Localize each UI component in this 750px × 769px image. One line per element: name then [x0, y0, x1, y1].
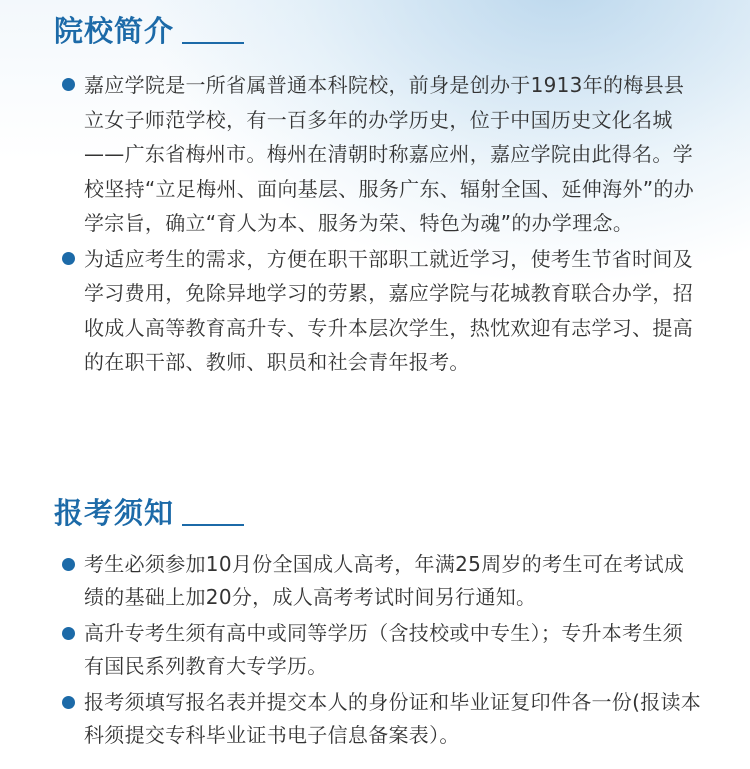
- bullet-dot-icon: [62, 696, 75, 709]
- list-item: [62, 686, 702, 752]
- application-notice-heading: [54, 492, 244, 534]
- list-item-text: 报考须填写报名表并提交本人的身份证和毕业证复印件各一份(报读本科须提交专科毕业证书电子信息备案表）。: [84, 690, 702, 747]
- list-item-text: 高升专考生须有高中或同等学历（含技校或中专生）；专升本考生须有国民系列教育大专学历。: [84, 621, 683, 678]
- bullet-dot-icon: [62, 558, 75, 571]
- bullet-dot-icon: [62, 78, 75, 91]
- heading-underline: [182, 42, 244, 44]
- list-item-text: 嘉应学院是一所省属普通本科院校，前身是创办于1913年的梅县县立女子师范学校，有一百多年的办学历史，位于中国历史文化名城——广东省梅州市。梅州在清朝时称嘉应州，嘉应学院由此得名。学校坚持“立足梅州、面向基层、服务广东、辐射全国、延伸海外”的办学宗旨，确立“育人为本、服务为荣、特色为魂”的办学理念。: [84, 73, 695, 235]
- list-item: [62, 617, 702, 683]
- list-item-text: 考生必须参加10月份全国成人高考，年满25周岁的考生可在考试成绩的基础上加20分，成人高考考试时间另行通知。: [84, 552, 685, 609]
- list-item: [62, 68, 702, 241]
- school-intro-heading: [54, 10, 244, 52]
- bullet-dot-icon: [62, 252, 75, 265]
- list-item: [62, 242, 702, 380]
- application-notice-list: [62, 548, 702, 755]
- list-item: [62, 548, 702, 614]
- heading-underline: [182, 524, 244, 526]
- bullet-dot-icon: [62, 627, 75, 640]
- school-intro-title: 院校简介: [54, 14, 175, 48]
- application-notice-title: 报考须知: [54, 496, 175, 530]
- school-intro-list: [62, 68, 702, 381]
- list-item-text: 为适应考生的需求，方便在职干部职工就近学习，使考生节省时间及学习费用，免除异地学习的劳累，嘉应学院与花城教育联合办学，招收成人高等教育高升专、专升本层次学生，热忱欢迎有志学习、提高的在职干部、教师、职员和社会青年报考。: [84, 246, 693, 374]
